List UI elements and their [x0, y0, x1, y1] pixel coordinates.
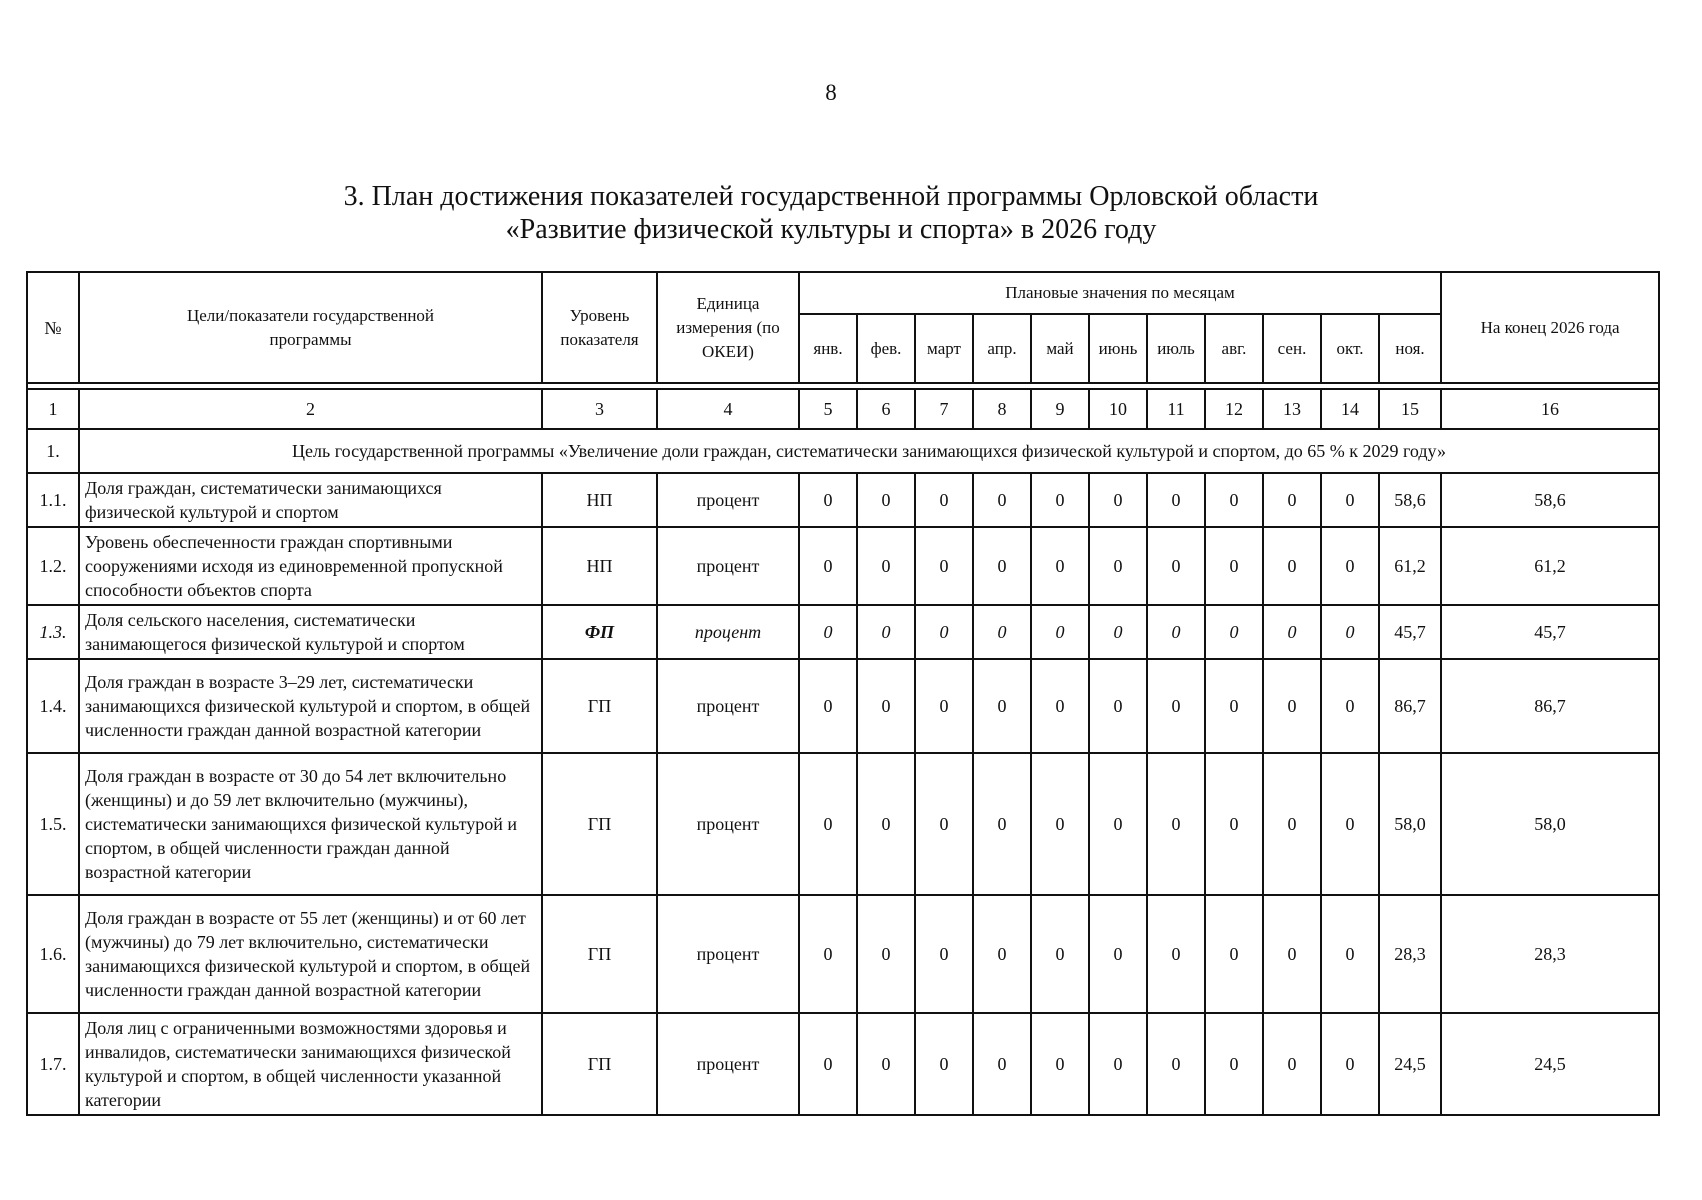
month-value: 0 — [973, 473, 1031, 527]
row-num: 1.3. — [27, 605, 79, 659]
year-end-value: 58,0 — [1441, 753, 1659, 895]
header-level: Уровень показателя — [542, 272, 657, 383]
month-value: 0 — [1263, 473, 1321, 527]
indicator-unit: процент — [657, 473, 799, 527]
indicator-name: Доля граждан в возрасте от 30 до 54 лет включительно (женщины) и до 59 лет включительно (мужчины), систематически занимающихся физической культурой и спортом, в общей численности граждан данной возрастной категории — [79, 753, 542, 895]
month-value: 0 — [857, 473, 915, 527]
month-value: 0 — [857, 753, 915, 895]
month-value: 0 — [1321, 753, 1379, 895]
month-value: 0 — [1089, 605, 1147, 659]
column-number: 2 — [79, 389, 542, 429]
month-value: 0 — [857, 659, 915, 753]
month-value: 0 — [1089, 659, 1147, 753]
column-number: 3 — [542, 389, 657, 429]
month-value: 58,0 — [1379, 753, 1441, 895]
header-goal: Цели/показатели государственной программы — [79, 272, 542, 383]
month-value: 0 — [1031, 659, 1089, 753]
header-month: июль — [1147, 314, 1205, 383]
month-value: 0 — [799, 473, 857, 527]
indicator-unit: процент — [657, 1013, 799, 1115]
month-value: 0 — [1031, 895, 1089, 1013]
indicator-level: ГП — [542, 1013, 657, 1115]
month-value: 0 — [1205, 473, 1263, 527]
indicator-level: НП — [542, 527, 657, 605]
indicator-level: НП — [542, 473, 657, 527]
year-end-value: 86,7 — [1441, 659, 1659, 753]
indicator-row — [27, 1013, 1659, 1115]
month-value: 0 — [1321, 527, 1379, 605]
month-value: 0 — [1263, 895, 1321, 1013]
month-value: 0 — [1263, 527, 1321, 605]
column-number: 5 — [799, 389, 857, 429]
column-number: 14 — [1321, 389, 1379, 429]
header-month: сен. — [1263, 314, 1321, 383]
month-value: 0 — [857, 895, 915, 1013]
month-value: 0 — [1147, 527, 1205, 605]
month-value: 0 — [915, 473, 973, 527]
header-month: янв. — [799, 314, 857, 383]
row-num: 1.5. — [27, 753, 79, 895]
month-value: 0 — [1089, 895, 1147, 1013]
indicator-level: ФП — [542, 605, 657, 659]
header-month: июнь — [1089, 314, 1147, 383]
indicator-level: ГП — [542, 895, 657, 1013]
month-value: 61,2 — [1379, 527, 1441, 605]
row-num: 1.2. — [27, 527, 79, 605]
month-value: 24,5 — [1379, 1013, 1441, 1115]
goal-row — [27, 429, 1659, 473]
month-value: 0 — [857, 527, 915, 605]
month-value: 0 — [799, 1013, 857, 1115]
header-month: май — [1031, 314, 1089, 383]
indicator-unit: процент — [657, 527, 799, 605]
month-value: 0 — [799, 527, 857, 605]
column-number: 13 — [1263, 389, 1321, 429]
indicators-plan-table — [26, 271, 1660, 1116]
month-value: 0 — [1031, 753, 1089, 895]
month-value: 0 — [1321, 659, 1379, 753]
header-num: № — [27, 272, 79, 383]
month-value: 0 — [799, 895, 857, 1013]
goal-num: 1. — [27, 429, 79, 473]
month-value: 0 — [1205, 895, 1263, 1013]
month-value: 0 — [1089, 753, 1147, 895]
column-number: 10 — [1089, 389, 1147, 429]
indicator-row — [27, 659, 1659, 753]
column-number: 6 — [857, 389, 915, 429]
indicator-name: Доля граждан в возрасте 3–29 лет, систематически занимающихся физической культурой и спортом, в общей численности граждан данной возрастной категории — [79, 659, 542, 753]
column-numbers-row — [27, 389, 1659, 429]
title-line-2: «Развитие физической культуры и спорта» в 2026 году — [505, 214, 1157, 245]
month-value: 0 — [1031, 527, 1089, 605]
column-number: 9 — [1031, 389, 1089, 429]
month-value: 0 — [973, 527, 1031, 605]
month-value: 0 — [973, 605, 1031, 659]
column-number: 4 — [657, 389, 799, 429]
month-value: 0 — [1263, 659, 1321, 753]
month-value: 0 — [915, 895, 973, 1013]
title-line-1: 3. План достижения показателей государственной программы Орловской области — [343, 181, 1319, 212]
row-num: 1.4. — [27, 659, 79, 753]
header-unit: Единица измерения (по ОКЕИ) — [657, 272, 799, 383]
month-value: 0 — [1205, 1013, 1263, 1115]
month-value: 0 — [973, 895, 1031, 1013]
indicator-level: ГП — [542, 753, 657, 895]
year-end-value: 45,7 — [1441, 605, 1659, 659]
month-value: 86,7 — [1379, 659, 1441, 753]
month-value: 0 — [799, 659, 857, 753]
month-value: 0 — [1321, 473, 1379, 527]
year-end-value: 28,3 — [1441, 895, 1659, 1013]
indicator-unit: процент — [657, 659, 799, 753]
year-end-value: 58,6 — [1441, 473, 1659, 527]
month-value: 0 — [1205, 605, 1263, 659]
column-number: 11 — [1147, 389, 1205, 429]
header-month: авг. — [1205, 314, 1263, 383]
month-value: 0 — [1147, 1013, 1205, 1115]
header-month: апр. — [973, 314, 1031, 383]
month-value: 0 — [973, 753, 1031, 895]
month-value: 0 — [1205, 753, 1263, 895]
row-num: 1.6. — [27, 895, 79, 1013]
month-value: 0 — [1263, 753, 1321, 895]
year-end-value: 61,2 — [1441, 527, 1659, 605]
indicator-level: ГП — [542, 659, 657, 753]
indicator-row — [27, 473, 1659, 527]
month-value: 0 — [1089, 1013, 1147, 1115]
month-value: 45,7 — [1379, 605, 1441, 659]
indicator-name: Доля граждан, систематически занимающихся физической культурой и спортом — [79, 473, 542, 527]
column-number: 8 — [973, 389, 1031, 429]
month-value: 28,3 — [1379, 895, 1441, 1013]
header-monthly: Плановые значения по месяцам — [799, 272, 1441, 314]
month-value: 0 — [915, 659, 973, 753]
indicator-row — [27, 527, 1659, 605]
page-number: 8 — [825, 80, 837, 105]
month-value: 0 — [1031, 605, 1089, 659]
month-value: 0 — [1147, 473, 1205, 527]
column-number: 7 — [915, 389, 973, 429]
row-num: 1.7. — [27, 1013, 79, 1115]
goal-text: Цель государственной программы «Увеличение доли граждан, систематически занимающихся физической культурой и спортом, до 65 % к 2029 году» — [79, 429, 1659, 473]
month-value: 0 — [857, 605, 915, 659]
indicator-row — [27, 753, 1659, 895]
month-value: 0 — [1031, 473, 1089, 527]
month-value: 0 — [1147, 605, 1205, 659]
month-value: 0 — [857, 1013, 915, 1115]
month-value: 0 — [1147, 895, 1205, 1013]
month-value: 0 — [1263, 1013, 1321, 1115]
month-value: 0 — [1321, 1013, 1379, 1115]
month-value: 0 — [1089, 473, 1147, 527]
indicator-unit: процент — [657, 605, 799, 659]
header-row-top — [27, 272, 1659, 314]
header-month: март — [915, 314, 973, 383]
header-month: окт. — [1321, 314, 1379, 383]
year-end-value: 24,5 — [1441, 1013, 1659, 1115]
indicator-unit: процент — [657, 753, 799, 895]
month-value: 0 — [1147, 753, 1205, 895]
month-value: 0 — [1205, 527, 1263, 605]
indicator-name: Доля сельского населения, систематически занимающегося физической культурой и спортом — [79, 605, 542, 659]
indicator-name: Уровень обеспеченности граждан спортивными сооружениями исходя из единовременной пропускной способности объектов спорта — [79, 527, 542, 605]
header-year-end: На конец 2026 года — [1441, 272, 1659, 383]
month-value: 0 — [973, 659, 1031, 753]
month-value: 0 — [915, 1013, 973, 1115]
month-value: 0 — [1089, 527, 1147, 605]
month-value: 0 — [1321, 895, 1379, 1013]
month-value: 0 — [1031, 1013, 1089, 1115]
month-value: 0 — [1321, 605, 1379, 659]
column-number: 1 — [27, 389, 79, 429]
indicator-row — [27, 895, 1659, 1013]
month-value: 0 — [915, 753, 973, 895]
month-value: 0 — [973, 1013, 1031, 1115]
month-value: 0 — [1263, 605, 1321, 659]
month-value: 0 — [799, 753, 857, 895]
column-number: 15 — [1379, 389, 1441, 429]
column-number: 16 — [1441, 389, 1659, 429]
month-value: 0 — [915, 605, 973, 659]
indicator-name: Доля лиц с ограниченными возможностями здоровья и инвалидов, систематически занимающихся физической культурой и спортом, в общей численности указанной категории — [79, 1013, 542, 1115]
header-month: ноя. — [1379, 314, 1441, 383]
row-num: 1.1. — [27, 473, 79, 527]
header-month: фев. — [857, 314, 915, 383]
month-value: 0 — [1205, 659, 1263, 753]
indicator-name: Доля граждан в возрасте от 55 лет (женщины) и от 60 лет (мужчины) до 79 лет включительно, систематически занимающихся физической культурой и спортом, в общей численности граждан данной возрастной категории — [79, 895, 542, 1013]
column-number: 12 — [1205, 389, 1263, 429]
month-value: 0 — [799, 605, 857, 659]
month-value: 58,6 — [1379, 473, 1441, 527]
indicator-unit: процент — [657, 895, 799, 1013]
month-value: 0 — [1147, 659, 1205, 753]
document-title — [0, 180, 1662, 246]
indicator-row — [27, 605, 1659, 659]
month-value: 0 — [915, 527, 973, 605]
